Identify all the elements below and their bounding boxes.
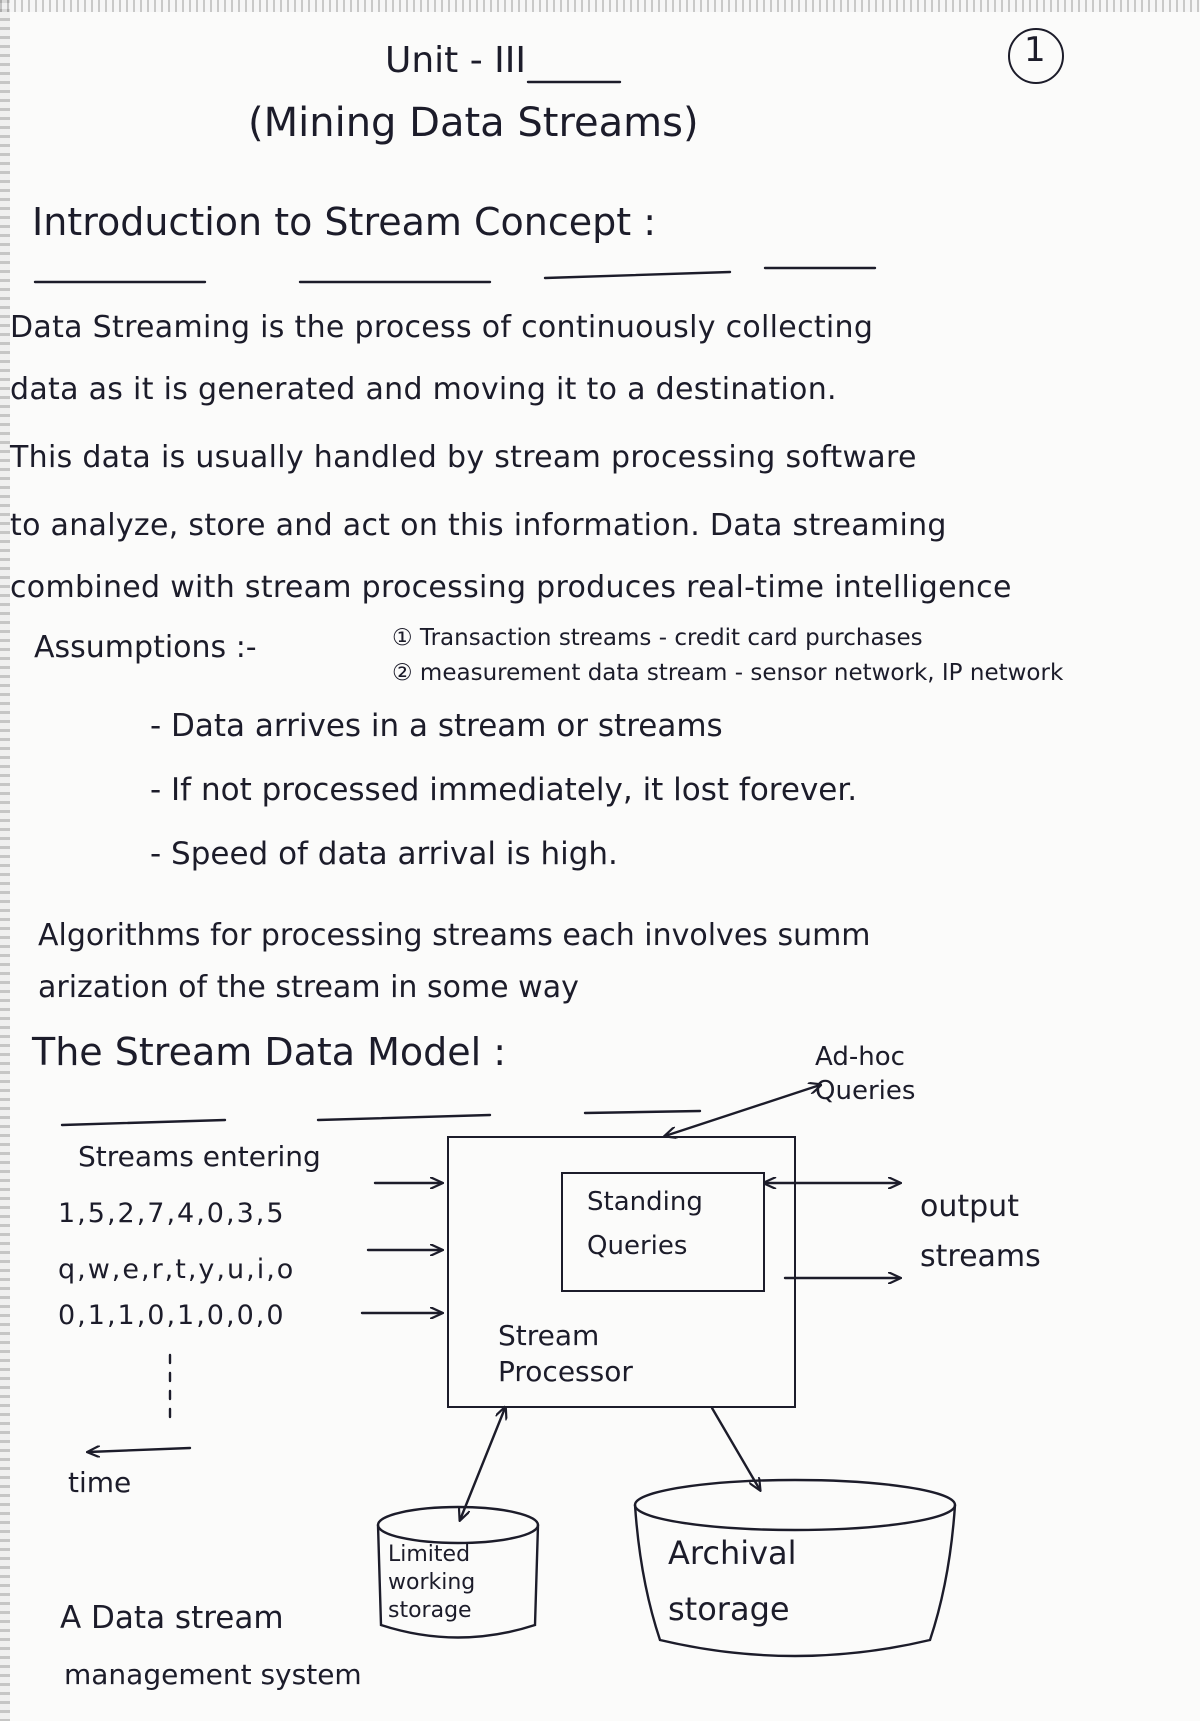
stream-3: 0,1,1,0,1,0,0,0 (58, 1300, 286, 1331)
archival-storage-label: Archival storage (668, 1534, 797, 1628)
paragraph-line-3: This data is usually handled by stream processing software (10, 440, 917, 475)
assumption-item-1: ① Transaction streams - credit card purchases (392, 625, 923, 651)
heading2-underline-3 (585, 1111, 700, 1113)
heading2-underline-1 (62, 1120, 225, 1125)
paragraph-line-4: to analyze, store and act on this information. Data streaming (10, 508, 947, 543)
page-number: 1 (1024, 30, 1046, 70)
output-streams-label: output streams (920, 1189, 1041, 1274)
standing-queries-label: Standing Queries (587, 1187, 703, 1261)
caption-line-1: A Data stream (60, 1600, 284, 1636)
time-label: time (68, 1466, 132, 1499)
unit-subtitle: (Mining Data Streams) (248, 100, 699, 146)
caption-line-2: management system (64, 1658, 362, 1691)
assumption-item-2: ② measurement data stream - sensor network, IP network (392, 660, 1064, 686)
working-storage-arrow (460, 1408, 505, 1520)
unit-title: Unit - III (385, 40, 527, 81)
algorithms-line-2: arization of the stream in some way (38, 970, 579, 1005)
paragraph-line-1: Data Streaming is the process of continuously collecting (10, 310, 874, 345)
bullet-3: - Speed of data arrival is high. (150, 836, 618, 872)
stream-2: q,w,e,r,t,y,u,i,o (58, 1254, 296, 1285)
bullet-1: - Data arrives in a stream or streams (150, 708, 723, 744)
bullet-2: - If not processed immediately, it lost forever. (150, 772, 858, 808)
working-storage-label: Limited working storage (388, 1542, 476, 1623)
heading2-underline-2 (318, 1115, 490, 1120)
algorithms-line-1: Algorithms for processing streams each involves summ (38, 918, 871, 953)
assumptions-label: Assumptions :- (34, 630, 257, 665)
section1-heading: Introduction to Stream Concept : (32, 200, 657, 244)
streams-entering-label: Streams entering (78, 1140, 321, 1173)
heading1-underline-3 (545, 272, 730, 278)
stream-processor-label: Stream Processor (498, 1319, 633, 1388)
section2-heading: The Stream Data Model : (32, 1030, 507, 1074)
archival-arrow (712, 1408, 760, 1490)
stream-1: 1,5,2,7,4,0,3,5 (58, 1198, 286, 1229)
paragraph-line-2: data as it is generated and moving it to a destination. (10, 372, 837, 407)
adhoc-queries-label: Ad-hoc Queries (815, 1042, 916, 1106)
paragraph-line-5: combined with stream processing produces real-time intelligence (10, 570, 1012, 605)
time-arrow (88, 1448, 190, 1452)
